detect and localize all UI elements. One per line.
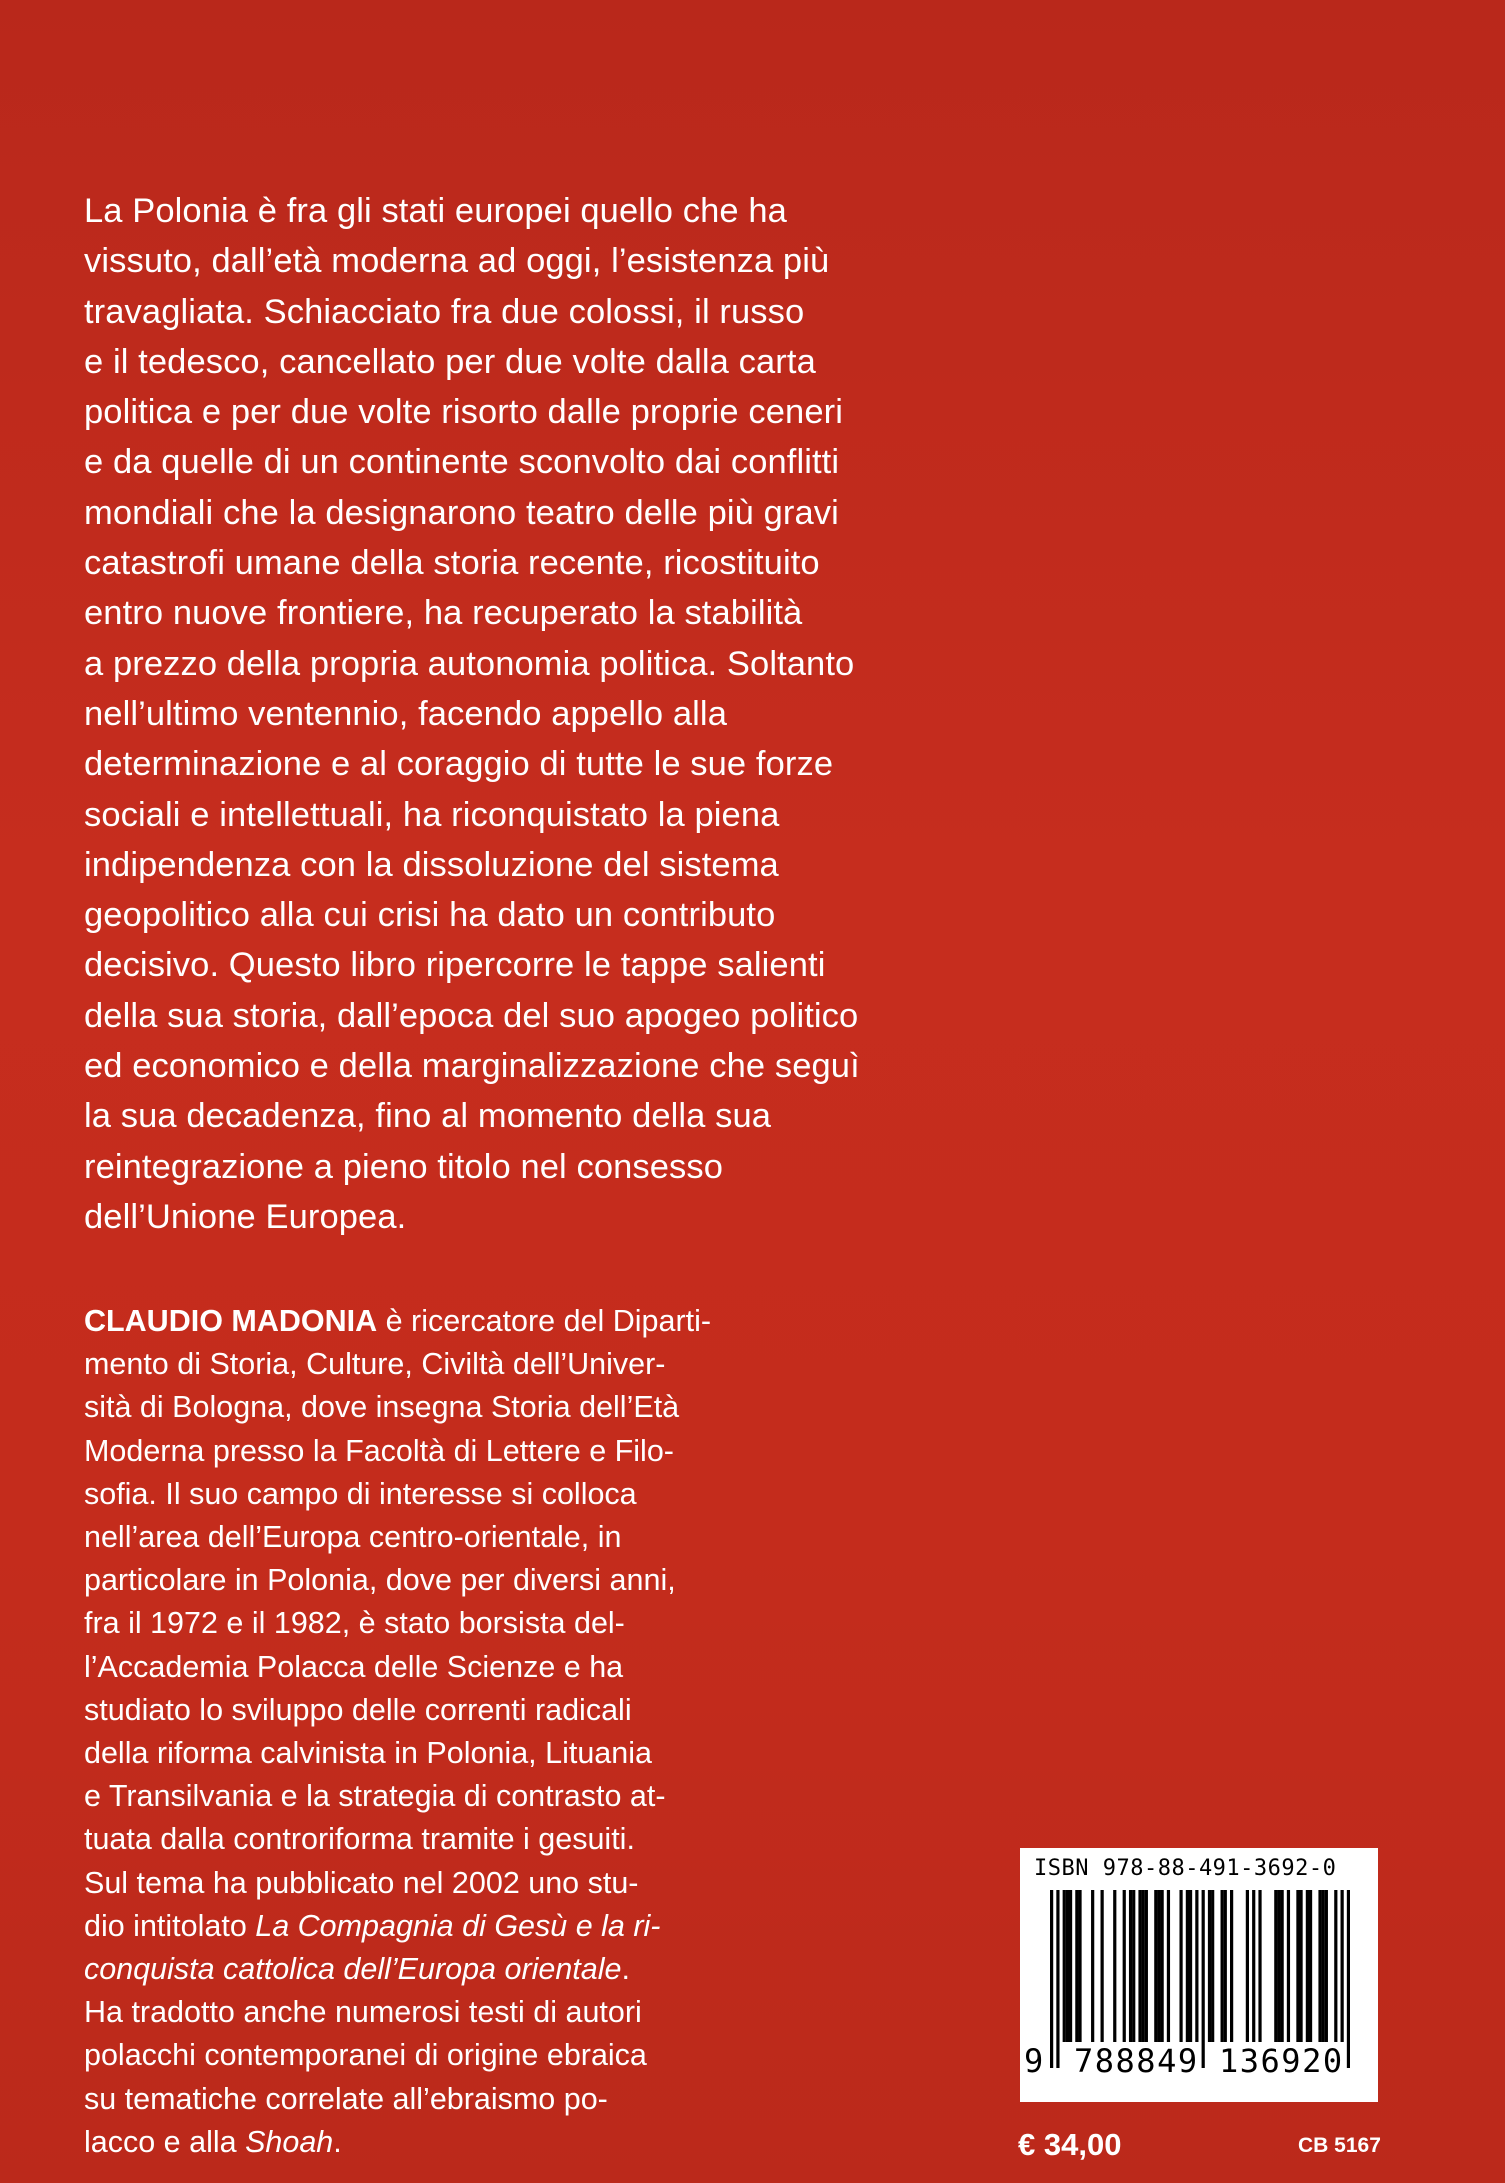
- bio-text: dio intitolato: [84, 1908, 256, 1943]
- bio-text: lacco e alla: [84, 2124, 246, 2159]
- barcode-bar: [1208, 1890, 1211, 2042]
- barcode-bar: [1306, 1890, 1309, 2042]
- barcode-bar: [1078, 1890, 1081, 2042]
- description-line: sociali e intellettuali, ha riconquistato la piena: [84, 795, 780, 834]
- description-line: e il tedesco, cancellato per due volte dalla carta: [84, 342, 816, 381]
- description-line: determinazione e al coraggio di tutte le sue forze: [84, 745, 834, 784]
- barcode-bar: [1322, 1890, 1325, 2042]
- barcode-guard-bar: [1056, 1890, 1059, 2068]
- description-line: dell’Unione Europea.: [84, 1197, 407, 1236]
- barcode-bar: [1287, 1890, 1290, 2042]
- description-line: la sua decadenza, fino al momento della sua: [84, 1097, 772, 1136]
- barcode-bar: [1299, 1890, 1302, 2042]
- barcode-bar: [1129, 1890, 1132, 2042]
- bio-line: tuata dalla controriforma tramite i gesuiti.: [84, 1822, 635, 1857]
- barcode-bar: [1221, 1890, 1224, 2042]
- bio-line: nell’area dell’Europa centro-orientale, in: [84, 1520, 622, 1555]
- description-line: indipendenza con la dissoluzione del sistema: [84, 845, 779, 884]
- barcode-bar: [1161, 1890, 1164, 2042]
- bio-line: sofia. Il suo campo di interesse si colloca: [84, 1476, 637, 1511]
- bio-line: studiato lo sviluppo delle correnti radicali: [84, 1692, 632, 1727]
- barcode-bar: [1154, 1890, 1157, 2042]
- bio-line: Sul tema ha pubblicato nel 2002 uno stu-: [84, 1865, 639, 1900]
- barcode-bar: [1258, 1890, 1261, 2042]
- barcode-bar: [1142, 1890, 1145, 2042]
- barcode-bar: [1113, 1890, 1116, 2042]
- barcode-bar: [1211, 1890, 1214, 2042]
- bio-line: l’Accademia Polacca delle Scienze e ha: [84, 1649, 624, 1684]
- description-line: nell’ultimo ventennio, facendo appello alla: [84, 694, 727, 733]
- description-line: della sua storia, dall’epoca del suo apogeo politico: [84, 996, 859, 1035]
- bio-line: [84, 2121, 784, 2164]
- barcode-bar: [1101, 1890, 1104, 2042]
- barcode-bar: [1091, 1890, 1094, 2042]
- bio-line: Moderna presso la Facoltà di Lettere e Filo-: [84, 1433, 674, 1468]
- barcode-bar: [1123, 1890, 1126, 2042]
- barcode-bar: [1179, 1890, 1182, 2042]
- barcode-guard-bar: [1347, 1890, 1350, 2068]
- barcode-bar: [1189, 1890, 1192, 2042]
- barcode-bar: [1296, 1890, 1299, 2042]
- barcode-guard-bar: [1050, 1890, 1053, 2068]
- bio-line: [84, 1905, 784, 1948]
- barcode-digits-right: 136920: [1219, 2042, 1344, 2080]
- bio-line: particolare in Polonia, dove per diversi anni,: [84, 1563, 676, 1598]
- barcode-bar: [1230, 1890, 1233, 2042]
- author-bio: [84, 1300, 784, 2164]
- bio-line: [84, 1300, 784, 1343]
- bio-line: su tematiche correlate all’ebraismo po-: [84, 2081, 608, 2116]
- description-line: ed economico e della marginalizzazione che seguì: [84, 1047, 860, 1086]
- barcode-bar: [1063, 1890, 1066, 2042]
- description-line: a prezzo della propria autonomia politica. Soltanto: [84, 644, 855, 683]
- barcode-bar: [1277, 1890, 1280, 2042]
- author-name: CLAUDIO MADONIA: [84, 1304, 378, 1338]
- price: € 34,00: [1018, 2127, 1122, 2162]
- isbn-barcode: [1020, 1848, 1378, 2102]
- isbn-label: ISBN 978-88-491-3692-0: [1034, 1856, 1337, 1881]
- barcode-bar: [1186, 1890, 1189, 2042]
- barcode-digits-left: 788849: [1074, 2042, 1199, 2080]
- barcode-bar: [1325, 1890, 1328, 2042]
- bio-line: della riforma calvinista in Polonia, Lituania: [84, 1736, 652, 1771]
- barcode-bar: [1145, 1890, 1148, 2042]
- bio-line: polacchi contemporanei di origine ebraica: [84, 2038, 647, 2073]
- book-description: [84, 186, 1084, 1242]
- barcode-bar: [1281, 1890, 1284, 2042]
- description-line: La Polonia è fra gli stati europei quello che ha: [84, 192, 787, 230]
- barcode-bar: [1075, 1890, 1078, 2042]
- description-line: decisivo. Questo libro ripercorre le tappe salienti: [84, 946, 826, 985]
- description-line: mondiali che la designarono teatro delle più gravi: [84, 493, 839, 532]
- description-line: catastrofi umane della storia recente, ricostituito: [84, 544, 820, 583]
- barcode-bar: [1318, 1890, 1321, 2042]
- barcode-digit-first: 9: [1024, 2042, 1044, 2080]
- description-line: vissuto, dall’età moderna ad oggi, l’esistenza più: [84, 242, 830, 281]
- description-line: politica e per due volte risorto dalle proprie ceneri: [84, 393, 843, 432]
- barcode-bar: [1138, 1890, 1141, 2042]
- description-line: geopolitico alla cui crisi ha dato un contributo: [84, 896, 776, 935]
- description-line: entro nuove frontiere, ha recuperato la stabilità: [84, 594, 803, 633]
- barcode-guard-bar: [1202, 1890, 1205, 2068]
- book-title-text: conquista cattolica dell’Europa orientale: [84, 1952, 622, 1987]
- barcode-bar: [1132, 1890, 1135, 2042]
- bio-line: fra il 1972 e il 1982, è stato borsista del-: [84, 1606, 625, 1641]
- barcode-bar: [1334, 1890, 1337, 2042]
- bio-line: [84, 1948, 784, 1991]
- shoah-text: Shoah: [245, 2124, 334, 2159]
- barcode-bar: [1274, 1890, 1277, 2042]
- barcode-bar: [1069, 1890, 1072, 2042]
- bio-line: e Transilvania e la strategia di contrasto at-: [84, 1779, 666, 1814]
- bio-line: sità di Bologna, dove insegna Storia dell’Età: [84, 1390, 680, 1425]
- barcode-bar: [1224, 1890, 1227, 2042]
- bio-text: è ricercatore del Diparti-: [377, 1304, 712, 1338]
- barcode-bar: [1066, 1890, 1069, 2042]
- description-line: e da quelle di un continente sconvolto dai conflitti: [84, 443, 840, 482]
- barcode-bar: [1252, 1890, 1255, 2042]
- bio-line: mento di Storia, Culture, Civiltà dell’Univer-: [84, 1347, 666, 1382]
- barcode-bar: [1157, 1890, 1160, 2042]
- catalog-code: CB 5167: [1298, 2134, 1381, 2157]
- bio-text: .: [333, 2124, 342, 2159]
- barcode-bar: [1309, 1890, 1312, 2042]
- bio-text: .: [621, 1952, 630, 1987]
- book-title-text: La Compagnia di Gesù e la ri-: [255, 1908, 661, 1943]
- bio-line: Ha tradotto anche numerosi testi di autori: [84, 1995, 642, 2030]
- barcode-bar: [1246, 1890, 1249, 2042]
- description-line: reintegrazione a pieno titolo nel consesso: [84, 1147, 724, 1186]
- description-line: travagliata. Schiacciato fra due colossi, il russo: [84, 292, 805, 331]
- barcode-bar: [1167, 1890, 1170, 2042]
